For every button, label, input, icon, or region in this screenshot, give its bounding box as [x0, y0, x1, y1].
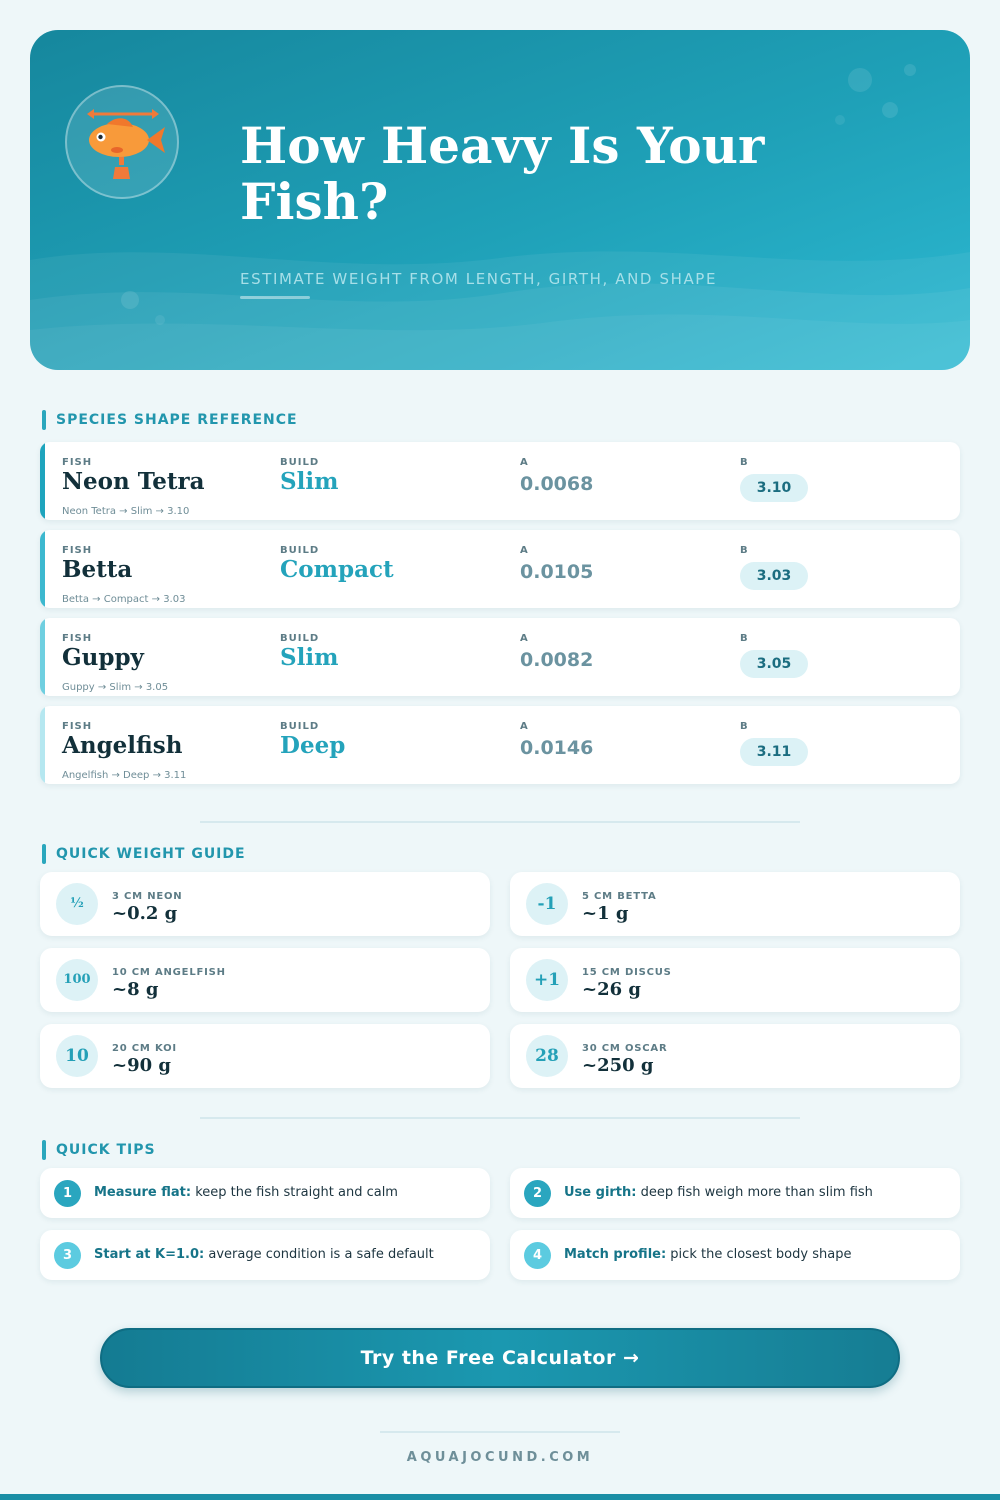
tip-title: Use girth: — [564, 1185, 637, 1200]
build-value: Deep — [280, 732, 346, 759]
tips-section-heading — [42, 1139, 156, 1161]
guide-weight: ~26 g — [582, 979, 641, 1000]
section-heading-text: SPECIES SHAPE REFERENCE — [56, 412, 298, 428]
page-subtitle: ESTIMATE WEIGHT FROM LENGTH, GIRTH, AND SHAPE — [240, 270, 718, 288]
guide-label: 15 CM DISCUS — [582, 967, 672, 978]
a-column-label: A — [520, 633, 529, 644]
fish-column-label: FISH — [62, 633, 93, 644]
guide-weight: ~0.2 g — [112, 903, 178, 924]
section-accent-bar — [42, 1140, 46, 1160]
row-accent-bar — [40, 442, 45, 520]
build-column-label: BUILD — [280, 457, 320, 468]
bottom-bar — [0, 1494, 1000, 1500]
build-value: Slim — [280, 644, 339, 671]
hero-banner — [30, 30, 970, 370]
row-summary: Guppy → Slim → 3.05 — [62, 682, 169, 693]
build-value: Slim — [280, 468, 339, 495]
weight-guide-card — [40, 872, 490, 936]
fish-name: Guppy — [62, 644, 144, 671]
guide-badge: 10 — [56, 1035, 98, 1077]
species-row — [40, 618, 960, 696]
footer-site-link[interactable]: AQUAJOCUND.COM — [406, 1450, 594, 1465]
tip-number: 3 — [54, 1242, 81, 1269]
build-column-label: BUILD — [280, 545, 320, 556]
b-column-label: B — [740, 457, 749, 468]
tip-body: average condition is a safe default — [204, 1247, 434, 1262]
a-value: 0.0146 — [520, 737, 594, 759]
tip-text — [564, 1247, 851, 1262]
tip-number: 4 — [524, 1242, 551, 1269]
tip-card — [510, 1230, 960, 1280]
tip-card — [510, 1168, 960, 1218]
a-column-label: A — [520, 545, 529, 556]
a-value: 0.0105 — [520, 561, 594, 583]
tip-number: 2 — [524, 1180, 551, 1207]
tip-title: Match profile: — [564, 1247, 667, 1262]
species-row — [40, 442, 960, 520]
a-column-label: A — [520, 721, 529, 732]
tip-text — [564, 1185, 873, 1200]
guide-weight: ~250 g — [582, 1055, 654, 1076]
subtitle-underline — [240, 296, 310, 299]
guide-weight: ~90 g — [112, 1055, 171, 1076]
b-value-badge: 3.05 — [740, 650, 808, 678]
guide-section-heading — [42, 843, 246, 865]
b-value-badge: 3.11 — [740, 738, 808, 766]
free-calculator-button[interactable]: Try the Free Calculator → — [100, 1328, 900, 1388]
weight-guide-card — [510, 1024, 960, 1088]
a-value: 0.0082 — [520, 649, 594, 671]
tip-body: pick the closest body shape — [666, 1247, 852, 1262]
species-row — [40, 706, 960, 784]
guide-badge: +1 — [526, 959, 568, 1001]
guide-weight: ~1 g — [582, 903, 629, 924]
section-accent-bar — [42, 844, 46, 864]
weight-guide-card — [40, 1024, 490, 1088]
tip-title: Start at K=1.0: — [94, 1247, 205, 1262]
tip-body: deep fish weigh more than slim fish — [636, 1185, 873, 1200]
fish-column-label: FISH — [62, 545, 93, 556]
tip-number: 1 — [54, 1180, 81, 1207]
guide-weight: ~8 g — [112, 979, 159, 1000]
guide-badge: -1 — [526, 883, 568, 925]
weight-guide-card — [510, 948, 960, 1012]
guide-label: 10 CM ANGELFISH — [112, 967, 226, 978]
guide-label: 3 CM NEON — [112, 891, 183, 902]
b-column-label: B — [740, 633, 749, 644]
section-accent-bar — [42, 410, 46, 430]
fish-name: Neon Tetra — [62, 468, 205, 495]
section-heading-text: QUICK TIPS — [56, 1142, 156, 1158]
b-value-badge: 3.03 — [740, 562, 808, 590]
build-column-label: BUILD — [280, 721, 320, 732]
tip-text — [94, 1247, 434, 1262]
fish-name: Betta — [62, 556, 133, 583]
b-column-label: B — [740, 545, 749, 556]
page-title: How Heavy Is Your Fish? — [240, 116, 765, 231]
guide-badge: ½ — [56, 883, 98, 925]
fish-column-label: FISH — [62, 721, 93, 732]
fish-name: Angelfish — [62, 732, 183, 759]
tip-body: keep the fish straight and calm — [191, 1185, 398, 1200]
species-section-heading — [42, 409, 298, 431]
footer-divider — [380, 1431, 620, 1433]
tip-title: Measure flat: — [94, 1185, 192, 1200]
guide-label: 30 CM OSCAR — [582, 1043, 668, 1054]
species-row — [40, 530, 960, 608]
row-summary: Angelfish → Deep → 3.11 — [62, 770, 187, 781]
tip-card — [40, 1230, 490, 1280]
weight-guide-card — [510, 872, 960, 936]
section-heading-text: QUICK WEIGHT GUIDE — [56, 846, 246, 862]
row-summary: Neon Tetra → Slim → 3.10 — [62, 506, 190, 517]
weight-guide-card — [40, 948, 490, 1012]
row-accent-bar — [40, 706, 45, 784]
tip-text — [94, 1185, 398, 1200]
b-value-badge: 3.10 — [740, 474, 808, 502]
b-column-label: B — [740, 721, 749, 732]
a-value: 0.0068 — [520, 473, 594, 495]
row-accent-bar — [40, 618, 45, 696]
tip-card — [40, 1168, 490, 1218]
guide-label: 20 CM KOI — [112, 1043, 177, 1054]
fish-on-scale-icon — [65, 85, 179, 199]
a-column-label: A — [520, 457, 529, 468]
row-summary: Betta → Compact → 3.03 — [62, 594, 186, 605]
build-value: Compact — [280, 556, 394, 583]
build-column-label: BUILD — [280, 633, 320, 644]
guide-badge: 28 — [526, 1035, 568, 1077]
fish-column-label: FISH — [62, 457, 93, 468]
section-divider — [200, 821, 800, 823]
section-divider — [200, 1117, 800, 1119]
row-accent-bar — [40, 530, 45, 608]
guide-badge: 100 — [56, 959, 98, 1001]
guide-label: 5 CM BETTA — [582, 891, 657, 902]
